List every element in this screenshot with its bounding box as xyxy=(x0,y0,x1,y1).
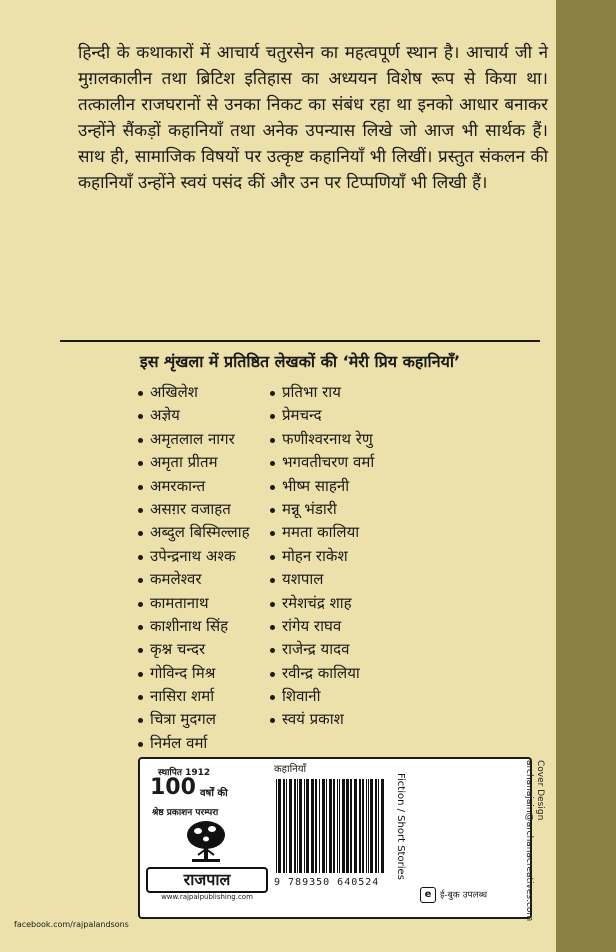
author-item: भीष्म साहनी xyxy=(270,475,374,498)
tree-logo-icon xyxy=(184,819,228,865)
barcode-bar xyxy=(289,779,292,873)
hundred-years-number: 100 xyxy=(150,775,196,800)
barcode-bar xyxy=(366,779,367,873)
author-item: कृश्न चन्दर xyxy=(138,638,250,661)
barcode-bar xyxy=(362,779,364,873)
barcode-bar xyxy=(339,779,340,873)
author-item: कामतानाथ xyxy=(138,592,250,615)
barcode-bar xyxy=(286,779,287,873)
author-item: भगवतीचरण वर्मा xyxy=(270,451,374,474)
barcode-bar xyxy=(342,779,345,873)
barcode xyxy=(274,777,390,875)
author-item: प्रतिभा राय xyxy=(270,381,374,404)
barcode-bar xyxy=(354,779,357,873)
tradition-text: श्रेष्ठ प्रकाशन परम्परा xyxy=(152,808,219,818)
author-item: रवीन्द्र कालिया xyxy=(270,662,374,685)
cover-design-label: Cover Design xyxy=(535,760,545,821)
author-item: रमेशचंद्र शाह xyxy=(270,592,374,615)
e-book-icon: e xyxy=(420,887,436,903)
author-item: स्वयं प्रकाश xyxy=(270,708,374,731)
barcode-bar xyxy=(311,779,314,873)
series-title: इस शृंखला में प्रतिष्ठित लेखकों की ‘मेरी प्रिय कहानियाँ’ xyxy=(139,352,461,371)
barcode-bar xyxy=(319,779,320,873)
cover-design-credit xyxy=(523,760,553,922)
genre-text: Fiction / Short Stories xyxy=(395,773,406,880)
isbn-digits: 9 789350 640524 xyxy=(274,877,380,888)
author-item: अमृता प्रीतम xyxy=(138,451,250,474)
author-item: फणीश्वरनाथ रेणु xyxy=(270,428,374,451)
years-text: वर्षों की xyxy=(200,788,228,799)
genre-label xyxy=(392,773,412,903)
author-item: मन्नू भंडारी xyxy=(270,498,374,521)
barcode-bar xyxy=(283,779,285,873)
spine-band xyxy=(556,0,616,952)
barcode-bar xyxy=(294,779,296,873)
author-item: कमलेश्वर xyxy=(138,568,250,591)
publisher-block xyxy=(144,763,269,917)
section-divider xyxy=(60,340,540,342)
author-item: प्रेमचन्द xyxy=(270,404,374,427)
author-item: अज्ञेय xyxy=(138,404,250,427)
barcode-bar xyxy=(276,779,277,873)
author-item: उपेन्द्रनाथ अश्क xyxy=(138,545,250,568)
ebook-badge xyxy=(420,887,487,903)
barcode-bar xyxy=(322,779,325,873)
author-item: अब्दुल बिस्मिल्लाह xyxy=(138,521,250,544)
author-item: शिवानी xyxy=(270,685,374,708)
author-list-right xyxy=(270,381,374,732)
author-item: रांगेय राघव xyxy=(270,615,374,638)
author-item: राजेन्द्र यादव xyxy=(270,638,374,661)
author-item: चित्रा मुदगल xyxy=(138,708,250,731)
barcode-bar xyxy=(306,779,309,873)
barcode-bar xyxy=(368,779,369,873)
publisher-barcode-panel xyxy=(138,757,534,922)
author-list-left xyxy=(138,381,250,755)
author-item: यशपाल xyxy=(270,568,374,591)
publisher-website: www.rajpalpublishing.com xyxy=(161,893,253,901)
author-item: नासिरा शर्मा xyxy=(138,685,250,708)
barcode-bar xyxy=(359,779,361,873)
barcode-bar xyxy=(370,779,373,873)
barcode-bar xyxy=(381,779,384,873)
author-item: गोविन्द मिश्र xyxy=(138,662,250,685)
author-item: अखिलेश xyxy=(138,381,250,404)
barcode-bar xyxy=(297,779,298,873)
barcode-bar xyxy=(304,779,305,873)
author-item: काशीनाथ सिंह xyxy=(138,615,250,638)
barcode-bar xyxy=(326,779,327,873)
publisher-brand: राजपाल xyxy=(146,867,268,893)
cover-design-email: archanajain@archanacreatives.com xyxy=(524,760,534,922)
category-label: कहानियाँ xyxy=(274,764,307,775)
barcode-bar xyxy=(315,779,317,873)
author-item: निर्मल वर्मा xyxy=(138,732,250,755)
barcode-bar xyxy=(378,779,379,873)
author-item: अमृतलाल नागर xyxy=(138,428,250,451)
author-item: मोहन राकेश xyxy=(270,545,374,568)
barcode-bar xyxy=(346,779,349,873)
ebook-text: ई-बुक उपलब्ध xyxy=(440,890,488,901)
author-item: असग़र वजाहत xyxy=(138,498,250,521)
barcode-bar xyxy=(329,779,332,873)
barcode-bar xyxy=(375,779,377,873)
book-blurb: हिन्दी के कथाकारों में आचार्य चतुरसेन का महत्वपूर्ण स्थान है। आचार्य जी ने मुग़लकालीन तथा ब्रिटिश इतिहास का अध्ययन विशेष रूप से किया था। तत्कालीन राजघरानों से उनका निकट का संबंध रहा था इनको आधार बनाकर उन्होंने सैंकड़ों कहानियाँ तथा अनेक उपन्यास लिखे जो आज भी सार्थक हैं। साथ ही, सामाजिक विषयों पर उत्कृष्ट कहानियाँ भी लिखीं। प्रस्तुत संकलन की कहानियाँ उन्होंने स्वयं पसंद कीं और उन पर टिप्पणियाँ भी लिखी हैं। xyxy=(78,43,548,193)
barcode-bar xyxy=(350,779,352,873)
barcode-bar xyxy=(299,779,302,873)
author-item: ममता कालिया xyxy=(270,521,374,544)
barcode-bar xyxy=(278,779,281,873)
established-text: स्थापित 1912 xyxy=(158,768,211,778)
barcode-bar xyxy=(337,779,338,873)
author-item: अमरकान्त xyxy=(138,475,250,498)
facebook-link: facebook.com/rajpalandsons xyxy=(14,920,129,929)
barcode-bar xyxy=(333,779,335,873)
